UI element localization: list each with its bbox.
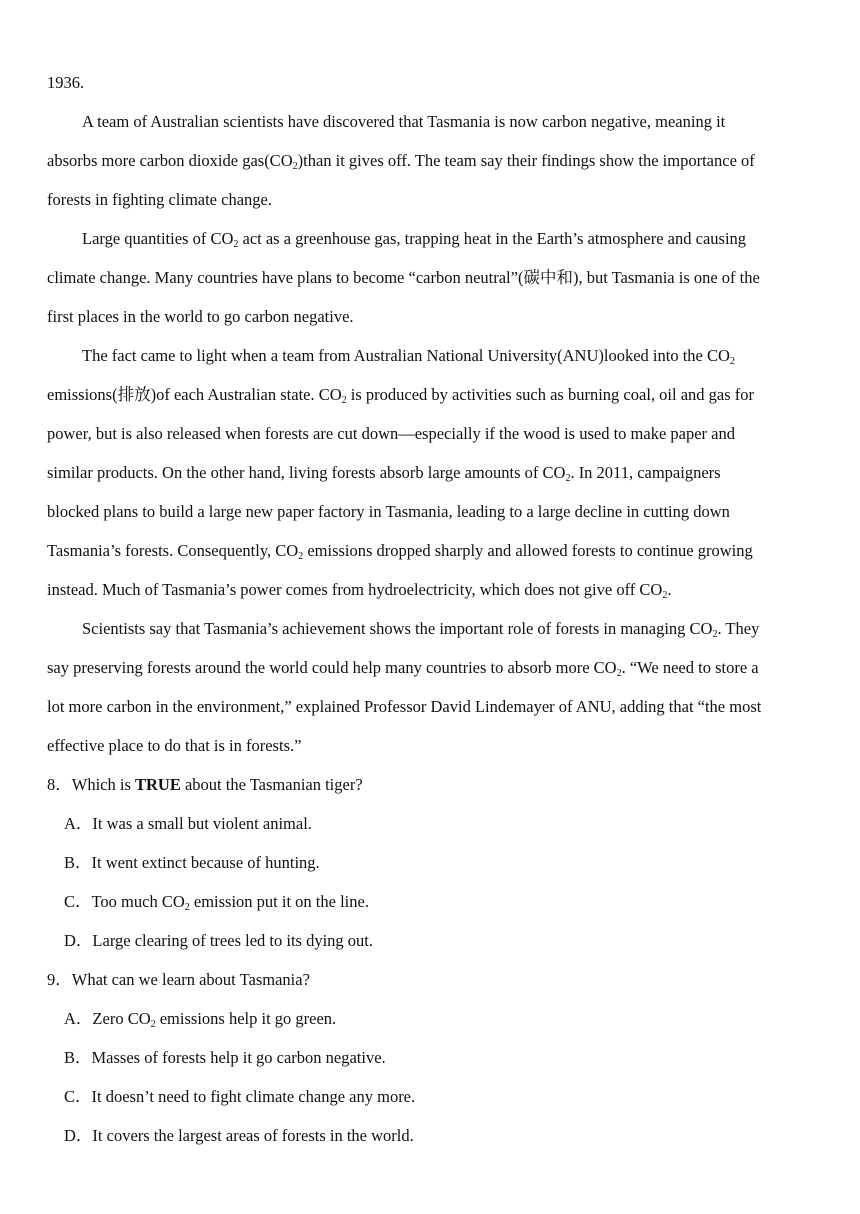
year-line: 1936. (47, 73, 85, 92)
paragraph-2-line-1: Large quantities of $CO_2$ act as a greenhouse gas, trapping heat in the Earth’s atmosphere and causing (82, 229, 747, 250)
question-9-option-b[interactable]: B．Masses of forests help it go carbon negative. (64, 1048, 386, 1067)
paragraph-3-line-5: blocked plans to build a large new paper factory in Tasmania, leading to a large decline in cutting down (47, 502, 730, 521)
paragraph-3-line-2: emissions(排放)of each Australian state. $CO_2$ is produced by activities such as burning coal, oil and gas for (47, 385, 755, 406)
paragraph-3-line-7: instead. Much of Tasmania’s power comes from hydroelectricity, which does not give off $CO_2$. (47, 580, 672, 601)
paragraph-1-line-1: A team of Australian scientists have discovered that Tasmania is now carbon negative, meaning it (82, 112, 726, 131)
paragraph-4-line-3: lot more carbon in the environment,” explained Professor David Lindemayer of ANU, adding that “the most (47, 697, 762, 716)
question-9-stem: 9．What can we learn about Tasmania? (47, 970, 310, 989)
paragraph-4-line-4: effective place to do that is in forests.” (47, 736, 302, 755)
paragraph-3-line-6: Tasmania’s forests. Consequently, $CO_2$ emissions dropped sharply and allowed forests to continue growing (47, 541, 753, 562)
paragraph-3-line-3: power, but is also released when forests are cut down—especially if the wood is used to make paper and (47, 424, 736, 443)
paragraph-4-line-1: Scientists say that Tasmania’s achievement shows the important role of forests in managing $CO_2$. They (82, 619, 760, 640)
question-9-option-a[interactable]: A．Zero $CO_2$ emissions help it go green. (64, 1009, 337, 1030)
paragraph-1-line-3: forests in fighting climate change. (47, 190, 272, 209)
paragraph-1-line-2: absorbs more carbon dioxide $gas(CO_2)than$ it gives off. The team say their findings show the importance of (47, 151, 755, 172)
question-9-option-d[interactable]: D．It covers the largest areas of forests in the world. (64, 1126, 414, 1145)
question-8-option-d[interactable]: D．Large clearing of trees led to its dying out. (64, 931, 373, 950)
paragraph-3-line-4: similar products. On the other hand, living forests absorb large amounts of $CO_2$. In 2011, campaigners (47, 463, 721, 484)
question-8-option-b[interactable]: B．It went extinct because of hunting. (64, 853, 320, 872)
paragraph-2-line-2: climate change. Many countries have plans to become “carbon neutral”(碳中和), but Tasmania is one of the (47, 268, 760, 287)
question-8-stem: 8．Which is TRUE about the Tasmanian tiger? (47, 775, 363, 794)
paragraph-4-line-2: say preserving forests around the world could help many countries to absorb more $CO_2$. “We need to store a (47, 658, 759, 679)
paragraph-3-line-1: The fact came to light when a team from Australian National University(ANU)looked into the $CO_2$ (82, 346, 735, 367)
question-8-option-a[interactable]: A．It was a small but violent animal. (64, 814, 312, 833)
question-9-option-c[interactable]: C．It doesn’t need to fight climate change any more. (64, 1087, 416, 1106)
question-8-option-c[interactable]: C．Too much $CO_2$ emission put it on the line. (64, 892, 369, 913)
paragraph-2-line-3: first places in the world to go carbon negative. (47, 307, 354, 326)
